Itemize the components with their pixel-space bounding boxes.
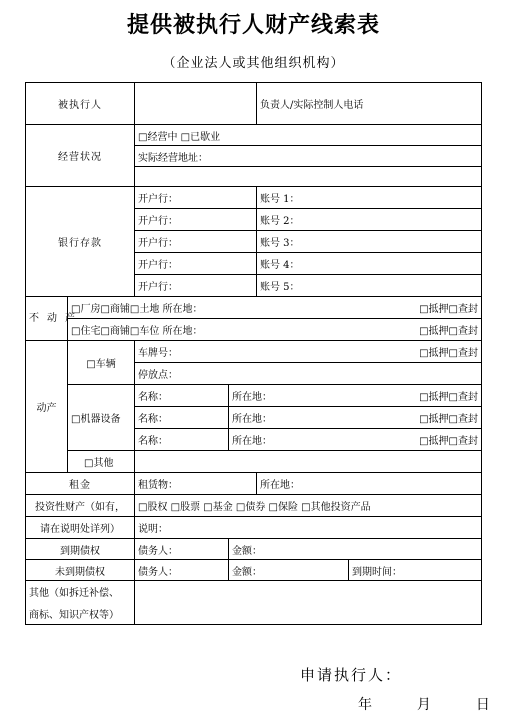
location-label: 所在地： xyxy=(232,414,272,425)
mortgage-seal-checkbox[interactable]: □抵押□查封 xyxy=(419,392,478,403)
other-movable-value[interactable] xyxy=(135,451,482,473)
bank-open-3[interactable]: 开户行： xyxy=(135,231,257,253)
year-label: 年 xyxy=(358,697,372,713)
realestate-row-1[interactable] xyxy=(68,297,482,319)
other-value[interactable] xyxy=(135,581,482,625)
document-subtitle: （企业法人或其他组织机构） xyxy=(162,56,345,71)
business-address[interactable]: 实际经营地址： xyxy=(135,146,482,167)
vehicle-label[interactable]: □车辆 xyxy=(68,341,135,385)
plate-label: 车牌号： xyxy=(138,348,178,359)
document-title: 提供被执行人财产线索表 xyxy=(126,12,380,38)
realestate-line-1: □厂房□商铺□土地 所在地： xyxy=(71,304,203,315)
rent-location-label[interactable]: 所在地： xyxy=(257,473,482,495)
machine-name-2[interactable]: 名称： xyxy=(135,407,229,429)
movable-label: 动产 xyxy=(26,341,68,473)
bank-open-2[interactable]: 开户行： xyxy=(135,209,257,231)
machine-name-1[interactable]: 名称： xyxy=(135,385,229,407)
bank-account-5[interactable]: 账号 5： xyxy=(257,275,482,297)
executed-value[interactable] xyxy=(135,83,257,125)
rent-label: 租金 xyxy=(26,473,135,495)
property-clue-table xyxy=(25,82,482,625)
business-blank[interactable] xyxy=(135,167,482,187)
bank-account-4[interactable]: 账号 4： xyxy=(257,253,482,275)
machine-name-3[interactable]: 名称： xyxy=(135,429,229,451)
mortgage-seal-checkbox[interactable]: □抵押□查封 xyxy=(419,436,478,447)
realestate-line-2: □住宅□商铺□车位 所在地： xyxy=(71,326,203,337)
bank-open-4[interactable]: 开户行： xyxy=(135,253,257,275)
due-debt-label: 到期债权 xyxy=(26,539,135,560)
business-options[interactable]: □经营中 □已歇业 xyxy=(135,125,482,146)
bank-account-3[interactable]: 账号 3： xyxy=(257,231,482,253)
mortgage-seal-checkbox[interactable]: □抵押□查封 xyxy=(419,326,478,337)
day-label: 日 xyxy=(475,697,490,713)
other-movable-label[interactable]: □其他 xyxy=(68,451,135,473)
machine-location-3[interactable] xyxy=(229,429,482,451)
executed-label: 被执行人 xyxy=(26,83,135,125)
bank-account-2[interactable]: 账号 2： xyxy=(257,209,482,231)
due-time-label[interactable]: 到期时间： xyxy=(349,560,482,581)
debtor-label[interactable]: 债务人： xyxy=(135,539,229,560)
mortgage-seal-checkbox[interactable]: □抵押□查封 xyxy=(419,348,478,359)
realestate-label: 不动产 xyxy=(26,297,68,341)
plate-row[interactable] xyxy=(135,341,482,363)
mortgage-seal-checkbox[interactable]: □抵押□查封 xyxy=(419,414,478,425)
bank-label: 银行存款 xyxy=(26,187,135,297)
renter-label[interactable]: 租赁物： xyxy=(135,473,257,495)
notdue-debt-label: 未到期债权 xyxy=(26,560,135,581)
invest-options[interactable]: □股权 □股票 □基金 □债券 □保险 □其他投资产品 xyxy=(135,495,482,517)
invest-label-1: 投资性财产（如有， xyxy=(26,495,135,517)
amount-label[interactable]: 金额： xyxy=(229,560,349,581)
bank-account-1[interactable]: 账号 1： xyxy=(257,187,482,209)
business-label: 经营状况 xyxy=(26,125,135,187)
location-label: 所在地： xyxy=(232,392,272,403)
realestate-row-2[interactable] xyxy=(68,319,482,341)
responsible-label: 负责人/实际控制人电话 xyxy=(260,100,364,111)
amount-label[interactable]: 金额： xyxy=(229,539,482,560)
month-label: 月 xyxy=(416,697,431,713)
date-line xyxy=(358,694,490,714)
bank-open-1[interactable]: 开户行： xyxy=(135,187,257,209)
other-label-1: 其他（如拆迁补偿、 xyxy=(26,581,135,603)
mortgage-seal-checkbox[interactable]: □抵押□查封 xyxy=(419,304,478,315)
invest-label-2: 请在说明处详列） xyxy=(26,517,135,539)
explain-label[interactable]: 说明： xyxy=(135,517,482,539)
machine-location-2[interactable] xyxy=(229,407,482,429)
bank-open-5[interactable]: 开户行： xyxy=(135,275,257,297)
machine-label[interactable]: □机器设备 xyxy=(68,385,135,451)
debtor-label[interactable]: 债务人： xyxy=(135,560,229,581)
location-label: 所在地： xyxy=(232,436,272,447)
machine-location-1[interactable] xyxy=(229,385,482,407)
parking-label[interactable]: 停放点： xyxy=(135,363,482,385)
responsible-phone-cell[interactable] xyxy=(257,83,482,125)
applicant-label: 申请执行人： xyxy=(300,666,403,684)
other-label-2: 商标、知识产权等） xyxy=(26,603,135,625)
